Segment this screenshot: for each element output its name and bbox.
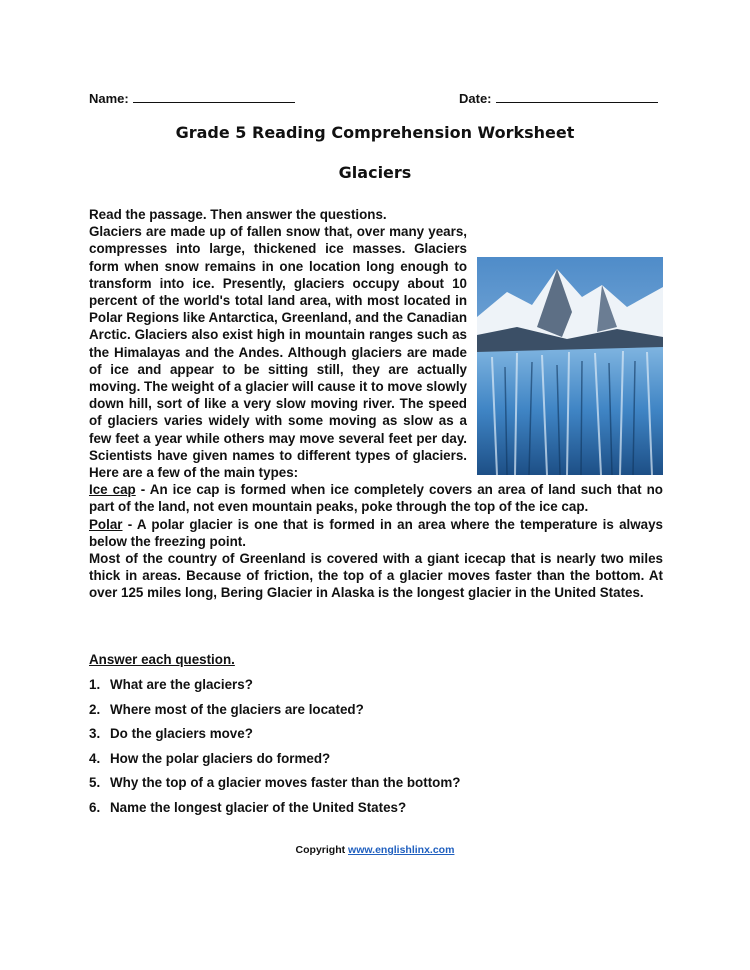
passage-closing: Most of the country of Greenland is covered with a giant icecap that is nearly two miles thick in areas. Because of friction, the top of a glacier moves faster than the bottom. At over 125 miles long, Bering Glacier in Alaska is the longest glacier in the United States. [89, 551, 663, 601]
date-label: Date: [459, 91, 492, 106]
copyright-label: Copyright [295, 844, 346, 856]
question-number: 2. [89, 701, 101, 717]
ice-cap-definition: - An ice cap is formed when ice completely covers an area of land such that no part of the land, not even mountain peaks, poke through the top of the ice cap. [89, 482, 663, 515]
name-blank-line[interactable] [133, 90, 295, 103]
question-item [89, 722, 460, 747]
term-ice-cap: Ice cap [89, 482, 136, 498]
footer [0, 844, 750, 856]
question-text: How the polar glaciers do formed? [110, 750, 331, 766]
question-text: What are the glaciers? [110, 677, 253, 692]
question-item [89, 698, 460, 723]
term-polar: Polar [89, 516, 123, 532]
question-item [89, 796, 460, 821]
instructions: Read the passage. Then answer the questions. [89, 207, 387, 222]
polar-definition: - A polar glacier is one that is formed in an area where the temperature is always below the freezing point. [89, 516, 663, 549]
reading-passage [89, 206, 663, 602]
name-label: Name: [89, 91, 129, 106]
question-item [89, 771, 460, 796]
name-field[interactable] [89, 90, 295, 106]
question-number: 4. [89, 750, 101, 766]
question-item [89, 673, 460, 698]
glacier-image [477, 257, 663, 475]
question-item [89, 747, 460, 772]
question-number: 5. [89, 775, 101, 791]
question-text: Name the longest glacier of the United States? [110, 799, 407, 815]
question-text: Where most of the glaciers are located? [110, 701, 364, 717]
questions-section [89, 652, 460, 821]
date-blank-line[interactable] [496, 90, 658, 103]
question-text: Do the glaciers move? [110, 726, 253, 742]
question-number: 3. [89, 726, 101, 742]
englishlinx-link[interactable]: www.englishlinx.com [348, 844, 455, 856]
questions-heading: Answer each question. [89, 652, 235, 667]
passage-title: Glaciers [338, 163, 412, 182]
question-text: Why the top of a glacier moves faster than the bottom? [110, 775, 461, 791]
question-number: 1. [89, 677, 101, 692]
question-number: 6. [89, 799, 101, 815]
passage-paragraph [89, 223, 663, 601]
date-field[interactable] [459, 90, 658, 106]
passage-intro: Glaciers are made up of fallen snow that, over many years, compresses into large, thickened ice masses. Glaciers form when snow remains in one location long enough to transform into ice. Presently, glaciers occupy about 10 percent of the world's total land area, with most located in Polar Regions like Antarctica, Greenland, and the Canadian Arctic. Glaciers also exist high in mountain ranges such as the Himalayas and the Andes. Although glaciers are made of ice and appear to be sitting still, they are actually moving. The weight of a glacier will cause it to move slowly down hill, sort of like a very slow moving river. The speed of glaciers varies widely with some moving as slow as a few feet a year while others may move several feet per day. Scientists have given names to different types of glaciers. Here are a few of the main types: [89, 224, 467, 481]
worksheet-title: Grade 5 Reading Comprehension Worksheet [175, 123, 575, 142]
